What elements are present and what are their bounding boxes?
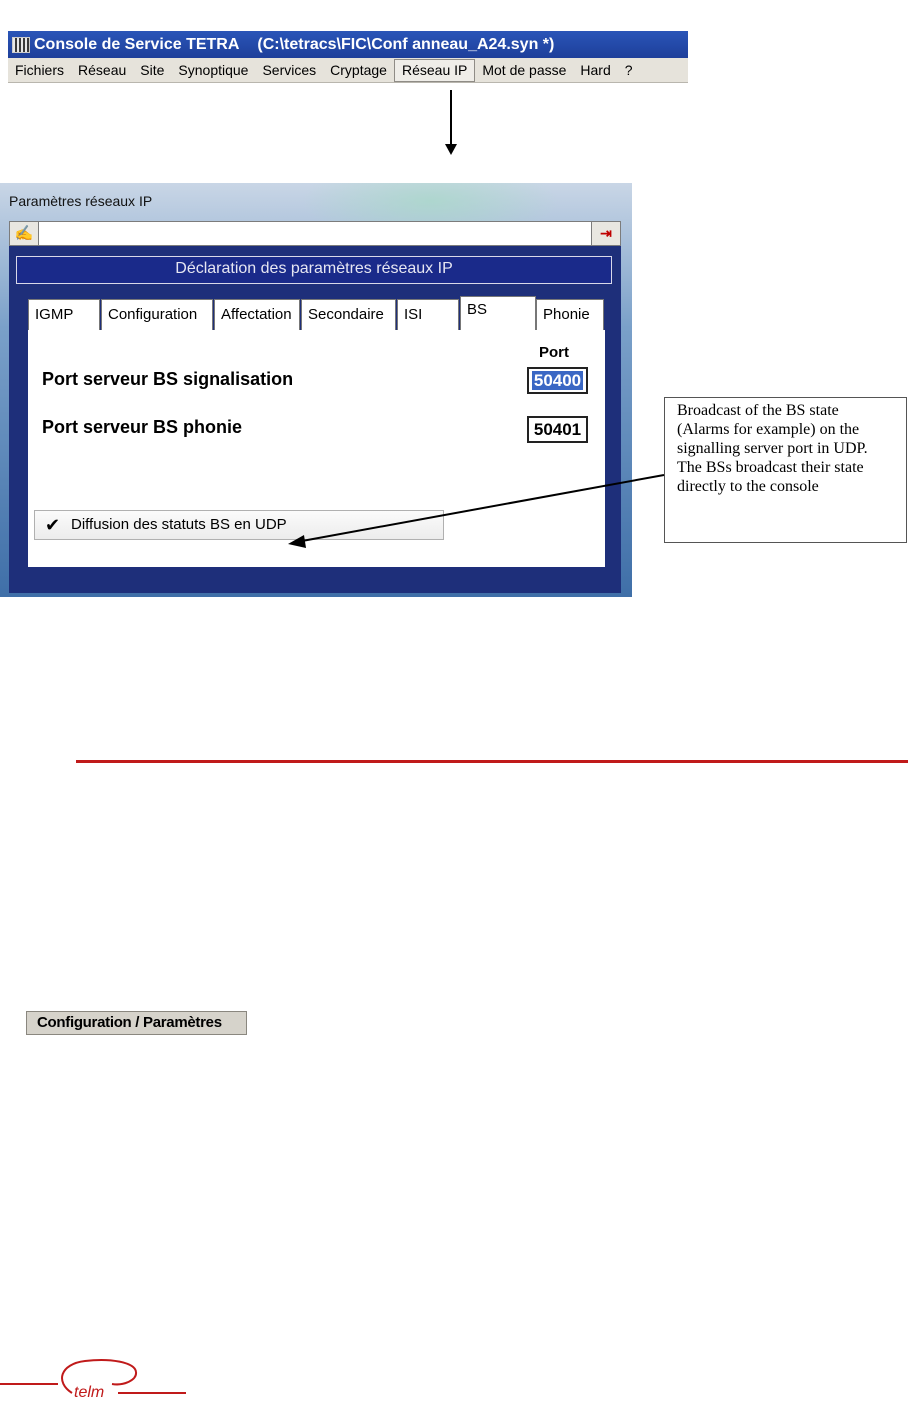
dialog-header: Déclaration des paramètres réseaux IP: [16, 256, 612, 284]
tab-secondaire[interactable]: Secondaire: [301, 299, 396, 331]
pen-icon: ✍: [14, 225, 34, 242]
menu-synoptique[interactable]: Synoptique: [178, 61, 249, 78]
menu-hard[interactable]: Hard: [580, 61, 611, 78]
udp-broadcast-checkbox[interactable]: [34, 510, 444, 540]
menu-bar: [8, 58, 688, 83]
edit-button[interactable]: [10, 222, 39, 245]
tab-phonie[interactable]: Phonie: [536, 299, 604, 331]
menu-fichiers[interactable]: Fichiers: [15, 61, 65, 78]
dialog-body: [9, 246, 621, 593]
callout-note: Broadcast of the BS state (Alarms for example) on the signalling server port in UDP. The BSs broadcast their state directly to the console: [664, 397, 907, 543]
menu-help[interactable]: ?: [624, 61, 633, 78]
tab-configuration[interactable]: Configuration: [101, 299, 213, 331]
tab-bs[interactable]: BS: [460, 296, 536, 332]
app-icon: [12, 37, 30, 53]
port-column-header: Port: [539, 344, 569, 361]
menu-mot-de-passe[interactable]: Mot de passe: [482, 61, 567, 78]
app-title: Console de Service TETRA: [34, 35, 240, 53]
signalisation-port-input[interactable]: 50400: [527, 367, 588, 394]
configuration-parametres-button[interactable]: Configuration / Paramètres: [26, 1011, 247, 1035]
app-titlebar: [8, 31, 688, 58]
tab-isi[interactable]: ISI: [397, 299, 459, 331]
ip-params-dialog: [0, 183, 632, 597]
arrow-down-head: [445, 144, 457, 155]
tab-affectation[interactable]: Affectation: [214, 299, 300, 331]
menu-cryptage[interactable]: Cryptage: [330, 61, 387, 78]
tab-igmp[interactable]: IGMP: [28, 299, 100, 331]
phonie-port-label: Port serveur BS phonie: [42, 417, 243, 437]
signalisation-port-label: Port serveur BS signalisation: [42, 369, 294, 389]
menu-reseau[interactable]: Réseau: [78, 61, 127, 78]
app-file-path: (C:\tetracs\FIC\Conf anneau_A24.syn *): [257, 35, 555, 53]
section-divider: [76, 760, 908, 763]
exit-button[interactable]: [591, 222, 620, 245]
check-mark-icon: ✔: [45, 515, 61, 535]
dialog-toolbar: [9, 221, 621, 246]
arrow-down: [450, 90, 452, 146]
udp-broadcast-label: Diffusion des statuts BS en UDP: [71, 516, 287, 533]
svg-text:telm: telm: [74, 1384, 105, 1401]
menu-services[interactable]: Services: [262, 61, 317, 78]
menu-site[interactable]: Site: [140, 61, 165, 78]
telm-logo: [0, 1356, 200, 1407]
exit-icon: ⇥: [600, 225, 612, 241]
dialog-title: Paramètres réseaux IP: [9, 193, 153, 209]
menu-reseau-ip[interactable]: Réseau IP: [394, 59, 475, 82]
bs-tab-panel: [28, 330, 605, 567]
phonie-port-input[interactable]: 50401: [527, 416, 588, 443]
